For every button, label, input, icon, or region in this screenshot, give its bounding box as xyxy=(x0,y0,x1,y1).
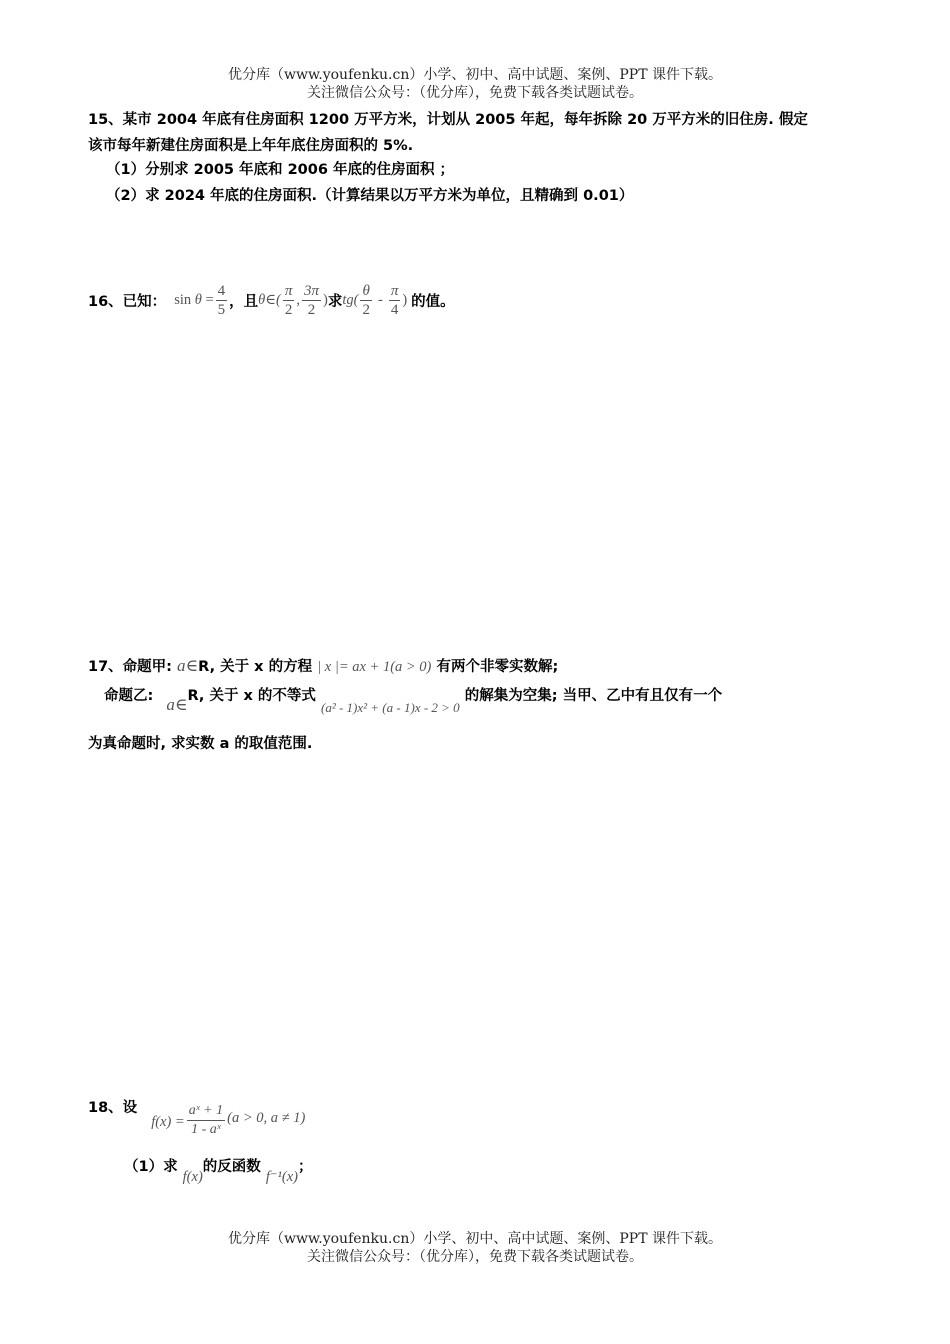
q17-line-2 xyxy=(104,684,723,715)
page-footer xyxy=(0,1230,950,1266)
q16-fraction-3pi-2: $\frac{3\pi}{2}$ xyxy=(304,283,320,318)
q15-part-2: （2）求 2024 年底的住房面积.（计算结果以万平方米为单位，且精确到 0.01） xyxy=(106,188,634,204)
q18-line-1 xyxy=(88,1096,306,1137)
q17-rest-1: 有两个非零实数解; xyxy=(436,659,559,675)
q17-text-1: R, 关于 x 的方程 xyxy=(198,659,313,675)
q16-tg: tg( xyxy=(342,292,359,308)
q18-fraction: $\frac{\text{aˣ + 1}}{\text{1 - aˣ}}$ xyxy=(188,1103,224,1137)
q18-part-1-label: （1）求 xyxy=(124,1159,178,1175)
q16-minus: - xyxy=(377,292,383,308)
q18-part-1-mid: 的反函数 xyxy=(202,1159,261,1175)
q15-line-1: 15、某市 2004 年底有住房面积 1200 万平方米，计划从 2005 年起，每年拆除 20 万平方米的旧住房. 假定 xyxy=(88,112,808,128)
q18-part-1-fx: f(x) xyxy=(182,1169,203,1185)
q17-a-in-2: a∈ xyxy=(166,695,188,714)
q16 xyxy=(88,282,455,319)
q17-a-in: a∈ xyxy=(177,656,199,675)
q16-close-paren: ) xyxy=(323,292,328,308)
q16-label: 16、已知： xyxy=(88,294,167,310)
q16-ask: 求 xyxy=(327,294,343,310)
q16-and: ，且 xyxy=(229,294,259,310)
page-header xyxy=(0,66,950,102)
q18-part-1-inverse: f⁻¹(x) xyxy=(265,1169,298,1185)
q17-line-3: 为真命题时, 求实数 a 的取值范围. xyxy=(88,736,313,752)
q16-fraction-theta-2: $\frac{\theta}{2}$ xyxy=(362,283,370,318)
q16-close-paren-2: ) xyxy=(402,292,408,308)
q18-condition: (a > 0, a ≠ 1) xyxy=(227,1110,306,1126)
q16-suffix: 的值。 xyxy=(411,294,455,310)
q17-label-2: 命题乙: xyxy=(104,688,154,704)
q18-fx: f(x) = xyxy=(151,1114,185,1130)
footer-line-1: 优分库（www.youfenku.cn）小学、初中、高中试题、案例、PPT 课件下载。 xyxy=(227,1231,722,1247)
q16-fraction-pi-2: $\frac{\pi}{2}$ xyxy=(284,283,293,318)
q17-line-1 xyxy=(88,655,558,676)
q17-inequality: (a² - 1)x² + (a - 1)x - 2 > 0 xyxy=(320,700,460,715)
q18-label: 18、设 xyxy=(88,1100,138,1116)
q18-part-1-end: ； xyxy=(297,1159,313,1175)
header-line-1: 优分库（www.youfenku.cn）小学、初中、高中试题、案例、PPT 课件下载。 xyxy=(227,67,722,83)
q17-rest-2: 的解集为空集; 当甲、乙中有且仅有一个 xyxy=(464,688,723,704)
q16-comma: , xyxy=(296,292,300,308)
header-line-2: 关注微信公众号：（优分库），免费下载各类试题试卷。 xyxy=(307,85,643,101)
q16-fraction-pi-4: $\frac{\pi}{4}$ xyxy=(390,283,399,318)
q16-sin-expr: sin θ = xyxy=(174,292,214,308)
q16-fraction-4-5: $\frac{4}{5}$ xyxy=(217,283,226,318)
q17-label: 17、命题甲: xyxy=(88,659,172,675)
q15-part-1: （1）分别求 2005 年底和 2006 年底的住房面积 ； xyxy=(106,162,455,178)
q17-equation: | x |= ax + 1(a > 0) xyxy=(317,659,432,675)
q15-line-2: 该市每年新建住房面积是上年年底住房面积的 5%. xyxy=(88,138,414,154)
q16-theta-in: θ∈( xyxy=(258,292,281,308)
footer-line-2: 关注微信公众号：（优分库），免费下载各类试题试卷。 xyxy=(307,1249,643,1265)
q18-part-1 xyxy=(124,1155,313,1185)
q17-text-2: R, 关于 x 的不等式 xyxy=(187,688,316,704)
